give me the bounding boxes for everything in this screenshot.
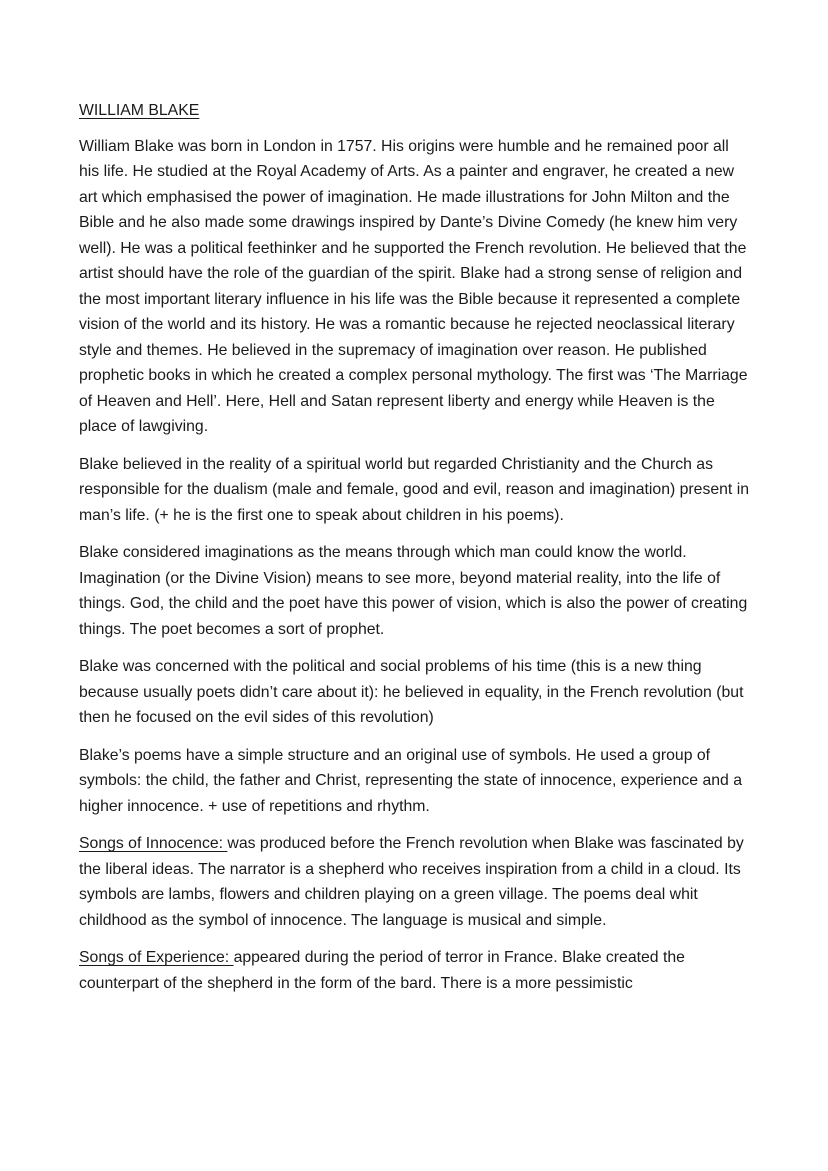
paragraph-text: appeared during the period of terror in France. Blake created the counterpart of the shepherd in the form of the bard. There is a more pessimistic bbox=[79, 949, 685, 992]
paragraph-political-concerns bbox=[79, 654, 753, 731]
section-label: Songs of Experience: bbox=[79, 949, 234, 966]
paragraph-text: Blake’s poems have a simple structure and an original use of symbols. He used a group of symbols: the child, the father and Christ, representing the state of innocence, experience and a higher innocence. + use of repetitions and rhythm. bbox=[79, 746, 742, 815]
paragraph-biography bbox=[79, 134, 753, 440]
section-label: Songs of Innocence: bbox=[79, 835, 228, 852]
paragraph-songs-of-experience bbox=[79, 945, 753, 996]
document-page bbox=[79, 98, 753, 1008]
paragraph-spiritual-world bbox=[79, 452, 753, 529]
paragraph-imagination bbox=[79, 540, 753, 642]
paragraph-text: was produced before the French revolution when Blake was fascinated by the liberal ideas. The narrator is a shepherd who receives inspiration from a child in a cloud. Its symbols are lambs, flowers and children playing on a green village. The poems deal whit childhood as the symbol of innocence. The language is musical and simple. bbox=[79, 835, 744, 929]
paragraph-text: Blake was concerned with the political and social problems of his time (this is a new thing because usually poets didn’t care about it): he believed in equality, in the French revolution (but then he focused on the evil sides of this revolution) bbox=[79, 658, 744, 726]
paragraph-text: Blake believed in the reality of a spiritual world but regarded Christianity and the Church as responsible for the dualism (male and female, good and evil, reason and imagination) present in man’s life. (+ he is the first one to speak about children in his poems). bbox=[79, 455, 750, 524]
document-title: WILLIAM BLAKE bbox=[79, 102, 200, 119]
paragraph-songs-of-innocence bbox=[79, 831, 753, 933]
paragraph-symbols bbox=[79, 743, 753, 820]
paragraph-text: William Blake was born in London in 1757. His origins were humble and he remained poor all his life. He studied at the Royal Academy of Arts. As a painter and engraver, he created a new art which emphasised the power of imagination. He made illustrations for John Milton and the Bible and he also made some drawings inspired by Dante’s Divine Comedy (he knew him very well). He was a political feethinker and he supported the French revolution. He believed that the artist should have the role of the guardian of the spirit. Blake had a strong sense of religion and the most important literary influence in his life was the Bible because it represented a complete vision of the world and its history. He was a romantic because he rejected neoclassical literary style and themes. He believed in the supremacy of imagination over reason. He published prophetic books in which he created a complex personal mythology. The first was ‘The Marriage of Heaven and Hell’. Here, Hell and Satan represent liberty and energy while Heaven is the place of lawgiving. bbox=[79, 137, 748, 435]
paragraph-text: Blake considered imaginations as the means through which man could know the world. Imagination (or the Divine Vision) means to see more, beyond material reality, into the life of things. God, the child and the poet have this power of vision, which is also the power of creating things. The poet becomes a sort of prophet. bbox=[79, 544, 748, 638]
